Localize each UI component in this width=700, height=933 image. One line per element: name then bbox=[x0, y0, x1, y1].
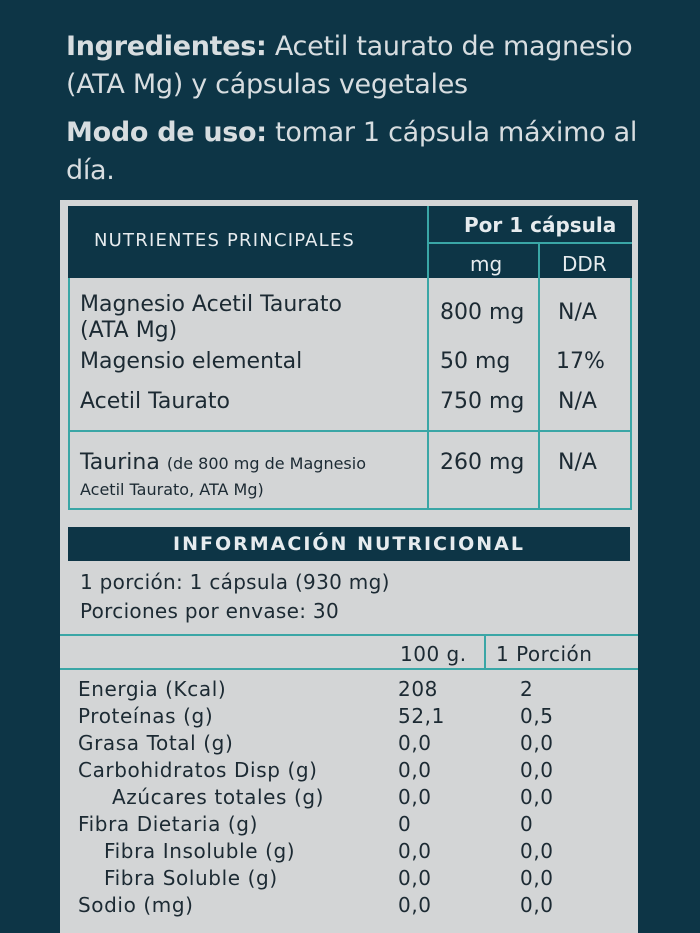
nutrition-row-portion: 0,0 bbox=[520, 839, 554, 863]
col-portion: 1 Porción bbox=[496, 642, 593, 666]
taurina-note: (de 800 mg de Magnesio bbox=[166, 454, 366, 473]
nutrition-row-100g: 0,0 bbox=[398, 731, 432, 755]
taurina-divider bbox=[68, 430, 632, 432]
nutrition-row-portion: 0 bbox=[520, 812, 534, 836]
ingredients-text bbox=[66, 28, 666, 104]
nutrition-row-portion: 0,0 bbox=[520, 758, 554, 782]
nutrition-panel bbox=[60, 200, 638, 933]
nutrition-row-portion: 0,0 bbox=[520, 893, 554, 917]
nutrition-col-divider bbox=[484, 634, 486, 670]
nutrition-row bbox=[78, 731, 638, 758]
table-border-bottom bbox=[68, 508, 632, 510]
nutrition-col-header-bottom bbox=[60, 668, 638, 670]
serving-size: 1 porción: 1 cápsula (930 mg) bbox=[80, 570, 390, 594]
nutrition-row bbox=[78, 812, 638, 839]
nutrition-row-name: Fibra Soluble (g) bbox=[104, 866, 278, 890]
nutrient-ddr-3: N/A bbox=[558, 389, 597, 414]
ingredients-value: Acetil taurato de magnesio (ATA Mg) y cápsulas vegetales bbox=[66, 31, 633, 100]
nutrition-row-100g: 208 bbox=[398, 677, 438, 701]
nutrition-row-name: Grasa Total (g) bbox=[78, 731, 234, 755]
ddr-column-header: DDR bbox=[562, 252, 607, 276]
nutrient-mg-3: 750 mg bbox=[440, 389, 525, 414]
header-divider bbox=[428, 242, 632, 244]
col-line-ddr bbox=[538, 278, 540, 510]
taurina-ddr: N/A bbox=[558, 450, 597, 475]
nutrient-ddr-1: N/A bbox=[558, 300, 597, 325]
usage-label: Modo de uso: bbox=[66, 117, 267, 148]
nutrition-row-portion: 0,5 bbox=[520, 704, 554, 728]
taurina-label: Taurina bbox=[80, 450, 160, 475]
table-border-right bbox=[630, 278, 632, 510]
taurina-note-2: Acetil Taurato, ATA Mg) bbox=[80, 480, 264, 499]
usage-text bbox=[66, 114, 666, 190]
col-line-mg bbox=[427, 278, 429, 510]
taurina-name bbox=[80, 450, 366, 475]
nutrition-row-portion: 0,0 bbox=[520, 731, 554, 755]
nutrition-row bbox=[78, 758, 638, 785]
ingredients-label: Ingredientes: bbox=[66, 31, 267, 62]
nutrient-name-1: Magnesio Acetil Taurato bbox=[80, 292, 342, 317]
per-capsule-header: Por 1 cápsula bbox=[464, 213, 617, 237]
nutrition-row bbox=[78, 785, 638, 812]
nutrient-mg-2: 50 mg bbox=[440, 349, 511, 374]
nutrition-title: INFORMACIÓN NUTRICIONAL bbox=[173, 533, 525, 555]
nutrition-col-header-top bbox=[60, 634, 638, 636]
nutrition-row bbox=[78, 677, 638, 704]
nutrition-row-name: Fibra Dietaria (g) bbox=[78, 812, 258, 836]
nutrition-row bbox=[78, 866, 638, 893]
taurina-mg: 260 mg bbox=[440, 450, 525, 475]
header-col-line-2 bbox=[538, 242, 540, 278]
nutrition-row-name: Azúcares totales (g) bbox=[112, 785, 325, 809]
nutrients-title: NUTRIENTES PRINCIPALES bbox=[94, 230, 356, 251]
nutrition-row bbox=[78, 893, 638, 920]
usage-value: tomar 1 cápsula máximo al día. bbox=[66, 117, 638, 186]
nutrition-row-100g: 0,0 bbox=[398, 866, 432, 890]
nutrient-mg-1: 800 mg bbox=[440, 300, 525, 325]
product-info bbox=[66, 28, 666, 200]
nutrition-row bbox=[78, 839, 638, 866]
nutrient-name-3: Acetil Taurato bbox=[80, 389, 230, 414]
nutrition-row-100g: 0,0 bbox=[398, 758, 432, 782]
table-border-left bbox=[68, 278, 70, 510]
nutrition-row-name: Energia (Kcal) bbox=[78, 677, 227, 701]
mg-column-header: mg bbox=[470, 252, 503, 276]
nutrition-row-100g: 52,1 bbox=[398, 704, 445, 728]
nutrition-row-name: Proteínas (g) bbox=[78, 704, 214, 728]
nutrient-ddr-2: 17% bbox=[556, 349, 605, 374]
nutrition-row-100g: 0 bbox=[398, 812, 412, 836]
header-col-line bbox=[427, 206, 429, 278]
nutrition-row bbox=[78, 704, 638, 731]
nutrition-row-100g: 0,0 bbox=[398, 893, 432, 917]
nutrient-name-2: Magensio elemental bbox=[80, 349, 303, 374]
nutrient-name-1b: (ATA Mg) bbox=[80, 318, 178, 343]
servings-per-container: Porciones por envase: 30 bbox=[80, 599, 339, 623]
nutrition-row-portion: 0,0 bbox=[520, 866, 554, 890]
col-100g: 100 g. bbox=[400, 642, 467, 666]
nutrition-row-100g: 0,0 bbox=[398, 785, 432, 809]
nutrition-row-name: Carbohidratos Disp (g) bbox=[78, 758, 318, 782]
nutrition-row-100g: 0,0 bbox=[398, 839, 432, 863]
nutrition-row-name: Sodio (mg) bbox=[78, 893, 194, 917]
nutrition-row-portion: 0,0 bbox=[520, 785, 554, 809]
nutrition-row-name: Fibra Insoluble (g) bbox=[104, 839, 296, 863]
nutrition-row-portion: 2 bbox=[520, 677, 534, 701]
